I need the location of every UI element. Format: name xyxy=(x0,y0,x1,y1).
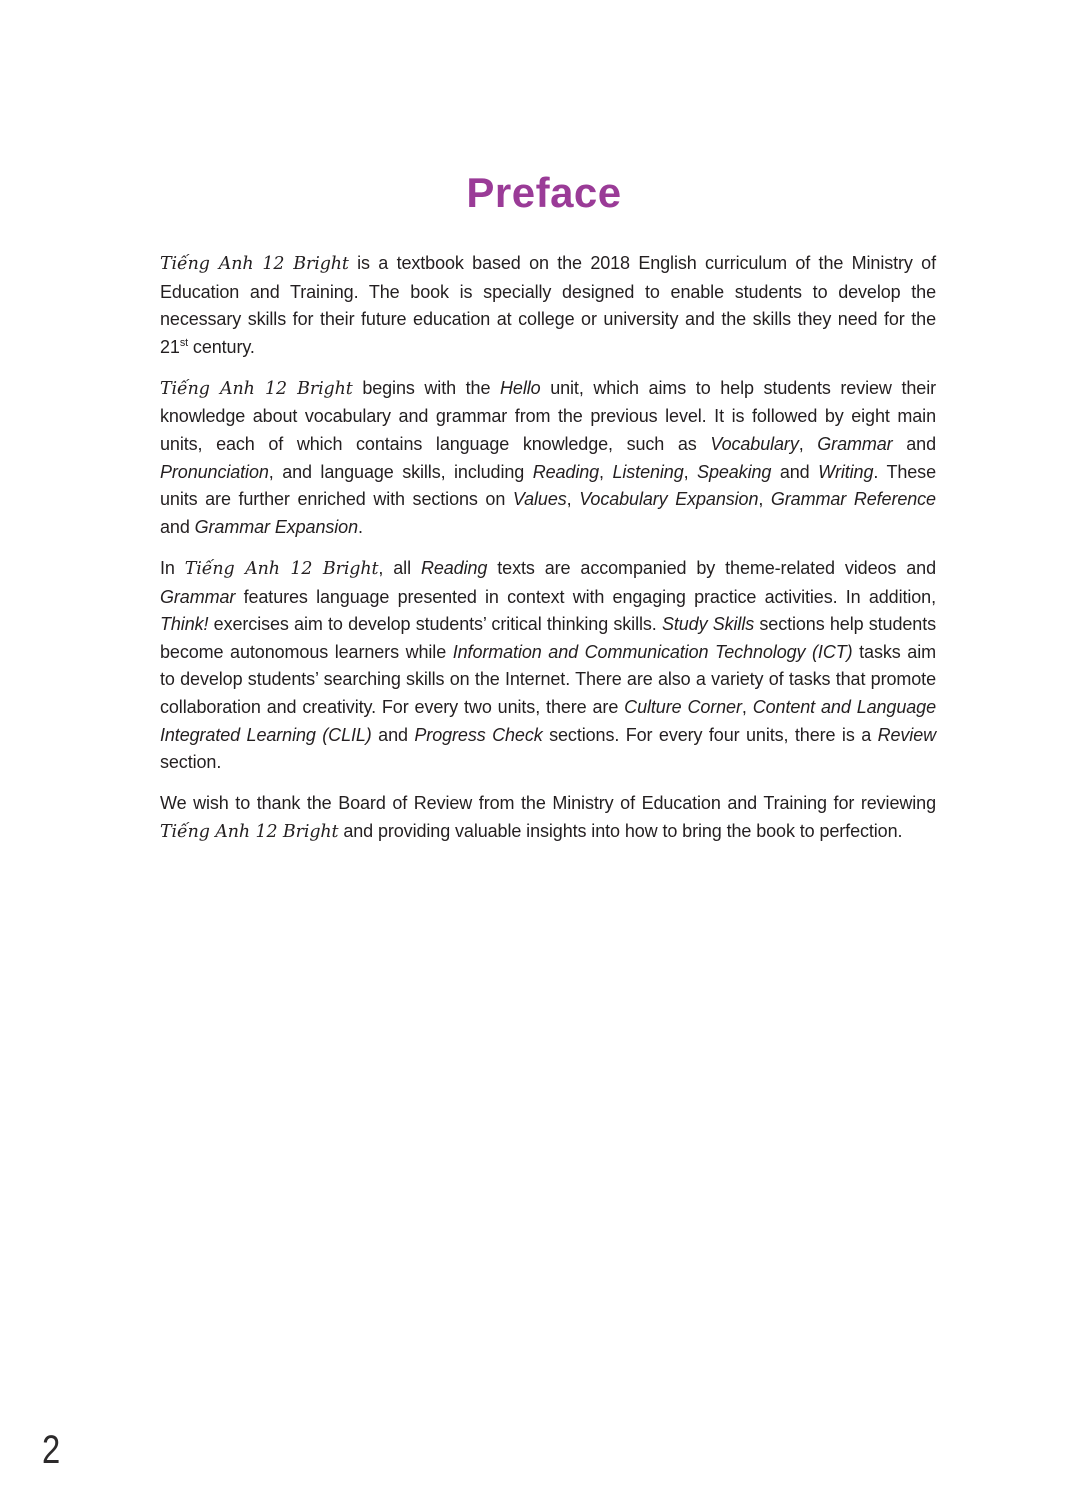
paragraph-intro: Tiếng Anh 12 Bright is a textbook based on the 2018 English curriculum of the Ministry of Education and Training. The book is specially designed to enable students to develop the necessary skills for their future education at college or university and the skills they need for the 21st century. xyxy=(160,253,936,357)
paragraph-structure: Tiếng Anh 12 Bright begins with the Hello unit, which aims to help students review their knowledge about vocabulary and grammar from the previous level. It is followed by eight main units, each of which contains language knowledge, such as Vocabulary, Grammar and Pronunciation, and language skills, including Reading, Listening, Speaking and Writing. These units are further enriched with sections on Values, Vocabulary Expansion, Grammar Reference and Grammar Expansion. xyxy=(160,377,936,537)
preface-body xyxy=(160,250,936,846)
page-title: Preface xyxy=(466,169,622,216)
page-number: 2 xyxy=(42,1428,61,1472)
paragraph-acknowledge: We wish to thank the Board of Review from the Ministry of Education and Training for reviewing Tiếng Anh 12 Bright and providing valuable insights into how to bring the book to perfection. xyxy=(160,793,936,842)
paragraph-features: In Tiếng Anh 12 Bright, all Reading texts are accompanied by theme-related videos and Grammar features language presented in context with engaging practice activities. In addition, Think! exercises aim to develop students’ critical thinking skills. Study Skills sections help students become autonomous learners while Information and Communication Technology (ICT) tasks aim to develop students’ searching skills on the Internet. There are also a variety of tasks that promote collaboration and creativity. For every two units, there are Culture Corner, Content and Language Integrated Learning (CLIL) and Progress Check sections. For every four units, there is a Review section. xyxy=(160,557,937,773)
